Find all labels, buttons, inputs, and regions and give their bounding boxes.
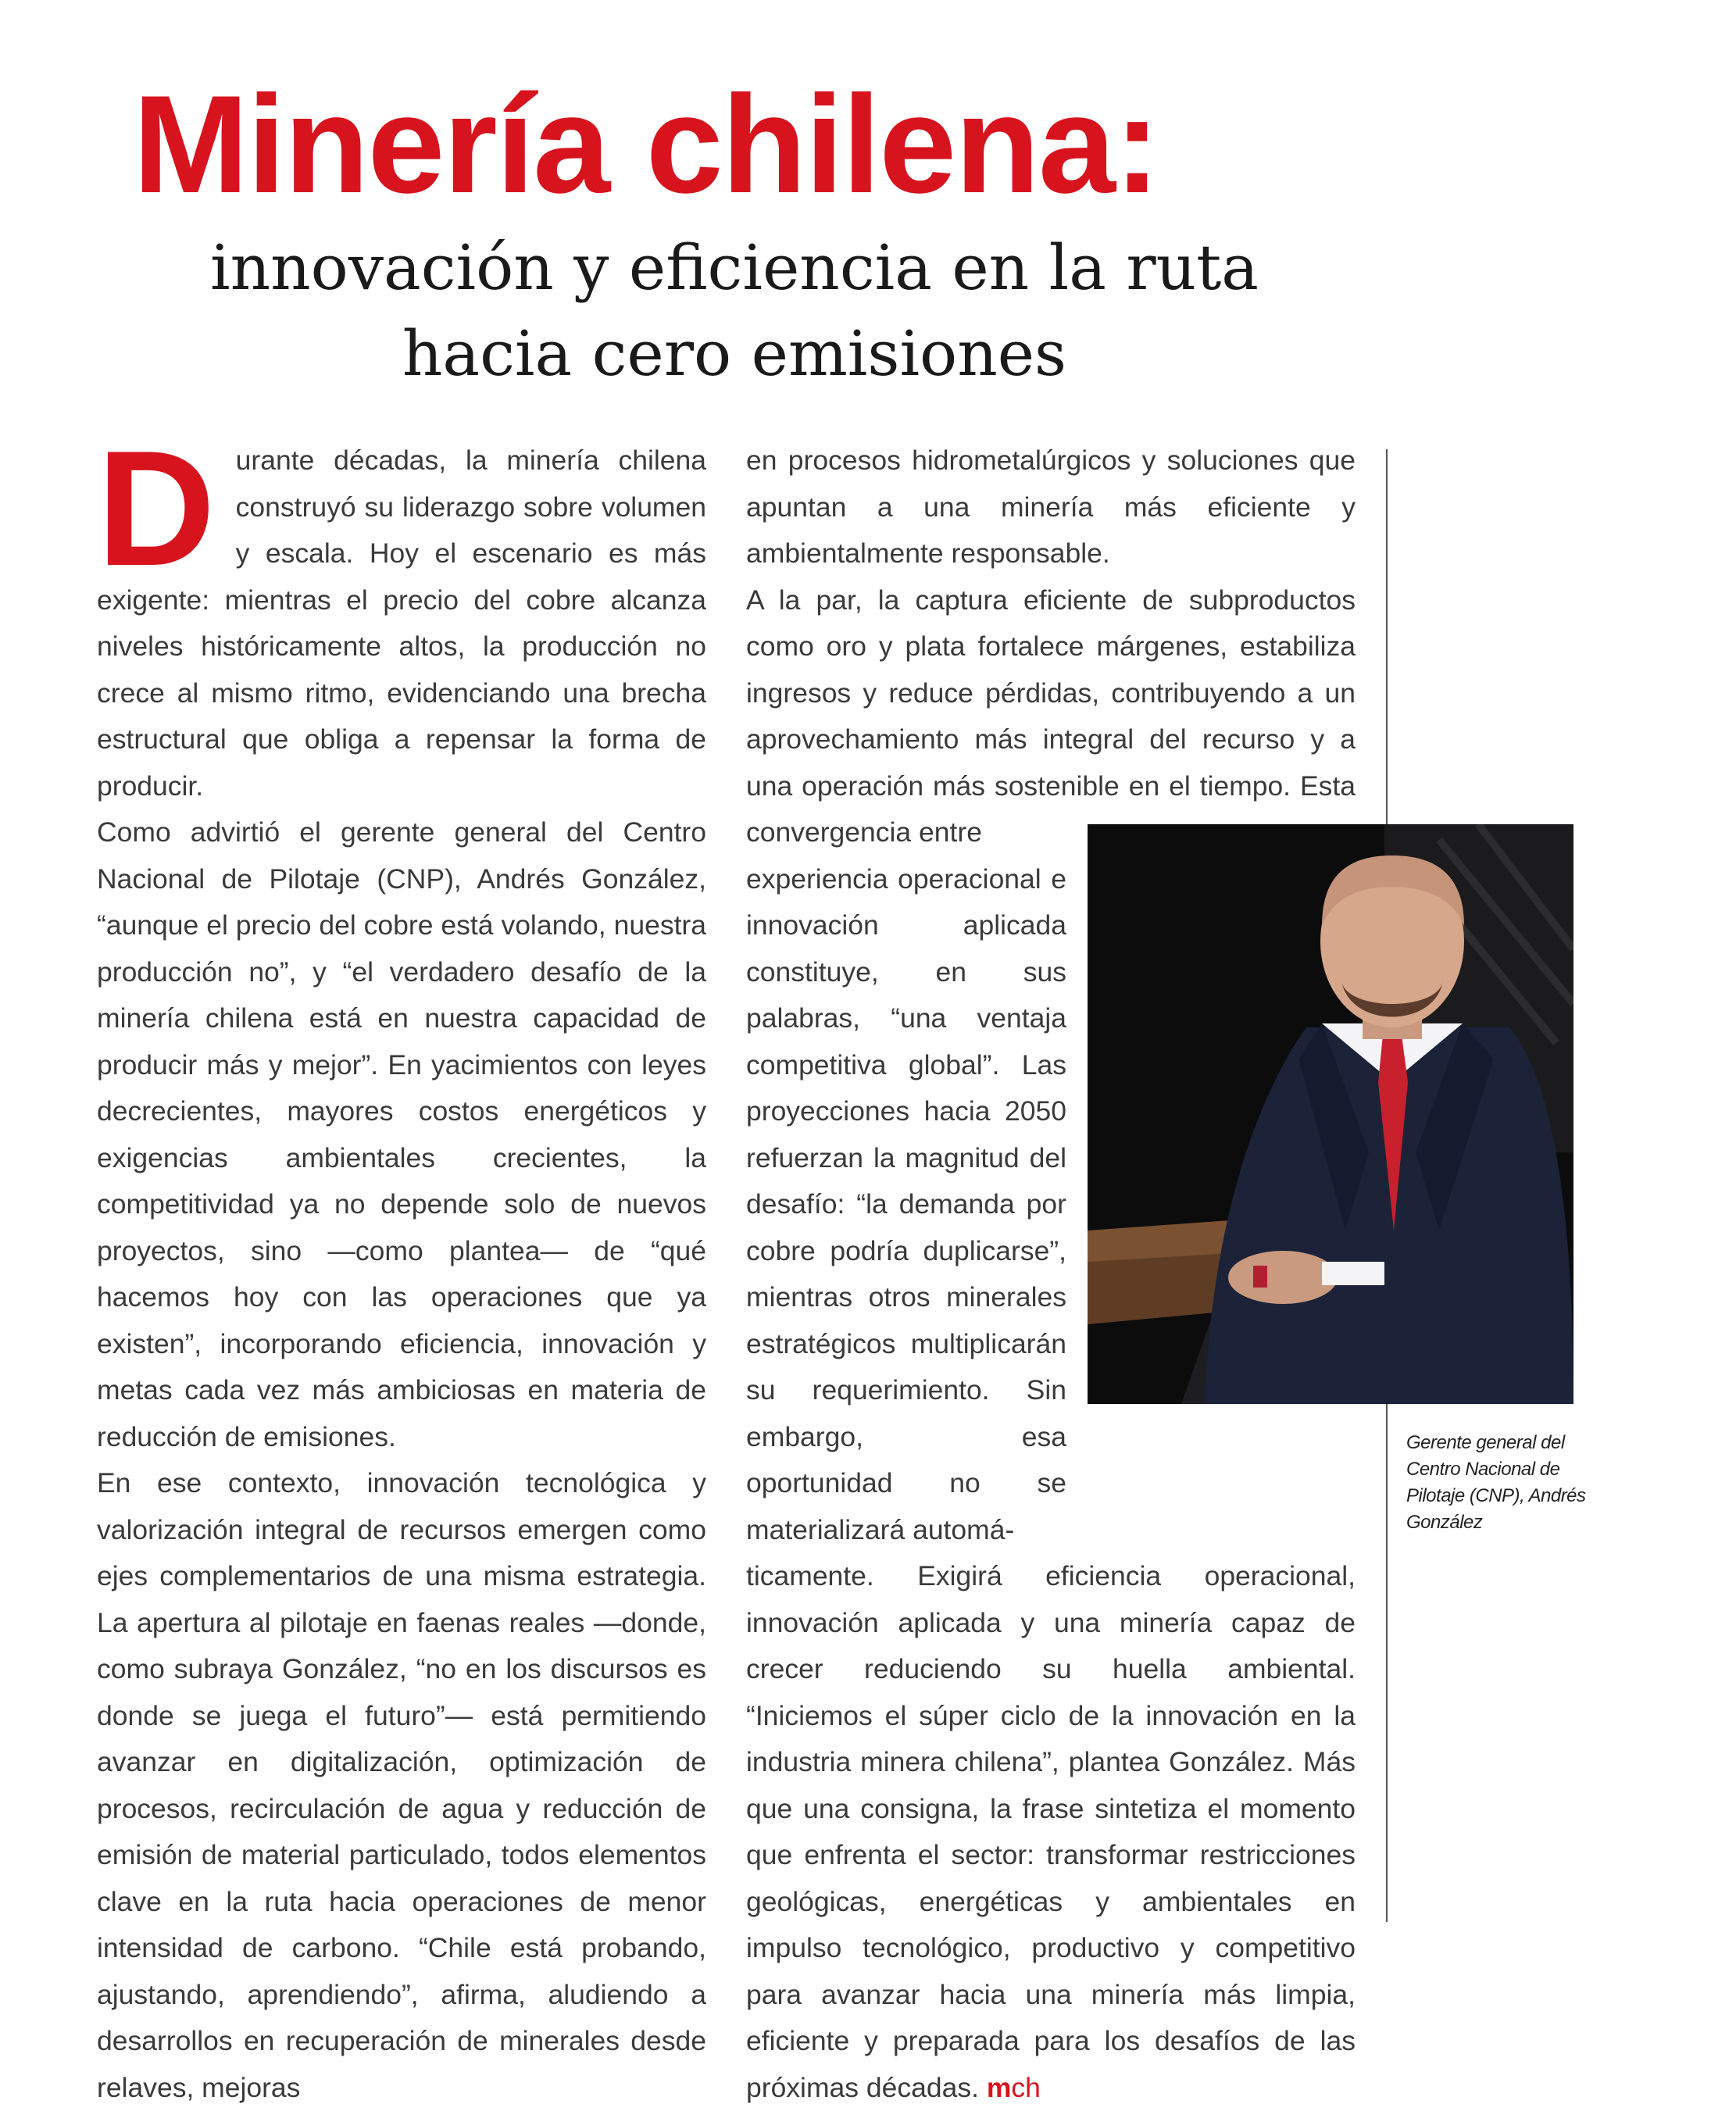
paragraph-1-text: urante décadas, la minería chilena construyó su liderazgo sobre volumen y escala. Hoy el escenario es más exigente: mientras el precio del cobre alcanza niveles históricamente altos, la producción no crece al mismo ritmo, evidenciando una brecha estructural que obliga a repensar la forma de producir. (97, 445, 706, 802)
paragraph-5-wrapped: experiencia operacional e innovación aplicada constituye, en sus palabras, “una ventaja competitiva global”. Las proyecciones hacia 2050 refuerzan la magnitud del desafío: “la demanda por cobre podría duplicarse”, mientras otros minerales estratégicos multiplicarán su requerimiento. Sin embargo, esa oportunidad no se materializará automá- (746, 863, 1066, 1545)
end-mark-logo (987, 2072, 1041, 2103)
paragraph-5-end-text: ticamente. Exigirá eficiencia operacional, innovación aplicada y una minería capaz de crecer reduciendo su huella ambiental. “Iniciemos el súper ciclo de la innovación en la industria minera chilena”, plantea González. Más que una consigna, la frase sintetiza el momento que enfrenta el sector: transformar restricciones geológicas, energéticas y ambientales en impulso tecnológico, productivo y competitivo para avanzar hacia una minería más limpia, eficiente y preparada para los desafíos de las próximas décadas. (746, 1560, 1356, 2103)
paragraph-5-end (746, 1553, 1356, 2111)
paragraph-2: Como advirtió el gerente general del Centro Nacional de Pilotaje (CNP), Andrés González, “aunque el precio del cobre está volando, nuestra producción no”, y “el verdadero desafío de la minería chilena está en nuestra capacidad de producir más y mejor”. En yacimientos con leyes decrecientes, mayores costos energéticos y exigencias ambientales crecientes, la competitividad ya no depende solo de nuevos proyectos, sino —como plantea— de “qué hacemos hoy con las operaciones que ya existen”, incorporando eficiencia, innovación y metas cada vez más ambiciosas en materia de reducción de emisiones. (97, 816, 706, 1452)
article-subtitle-line1: innovación y eficiencia en la ruta (210, 231, 1259, 304)
article-column-left (97, 416, 706, 2111)
paragraph-4: en procesos hidrometalúrgicos y soluciones que apuntan a una minería más eficiente y ambientalmente responsable. (746, 445, 1356, 569)
end-mark-ch: ch (1011, 2071, 1041, 2103)
paragraph-3: En ese contexto, innovación tecnológica y valorización integral de recursos emergen como ejes complementarios de una misma estrategia. La apertura al pilotaje en faenas reales —donde, como subraya González, “no en los discursos es donde se juega el futuro”— está permitiendo avanzar en digitalización, optimización de procesos, recirculación de agua y reducción de emisión de material particulado, todos elementos clave en la ruta hacia operaciones de menor intensidad de carbono. “Chile está probando, ajustando, aprendiendo”, afirma, aludiendo a desarrollos en recuperación de minerales desde relaves, mejoras (97, 1467, 706, 2103)
article-title: Minería chilena: (133, 66, 1159, 222)
photo-caption: Gerente general del Centro Nacional de Pilotaje (CNP), Andrés González (1406, 1432, 1586, 1533)
portrait-photo (1088, 824, 1573, 1404)
paragraph-1 (97, 416, 706, 809)
portrait-illustration (1088, 824, 1573, 1404)
paragraph-5-intro: A la par, la captura eficiente de subproductos como oro y plata fortalece márgenes, estabiliza ingresos y reduce pérdidas, contribuyendo a un aprovechamiento más integral del recurso y a una operación más sostenible en el tiempo. Esta convergencia entre (746, 584, 1356, 848)
article-subtitle-line2: hacia cero emisiones (402, 317, 1067, 390)
drop-cap: D (97, 416, 216, 600)
end-mark-m: m (986, 2071, 1012, 2103)
